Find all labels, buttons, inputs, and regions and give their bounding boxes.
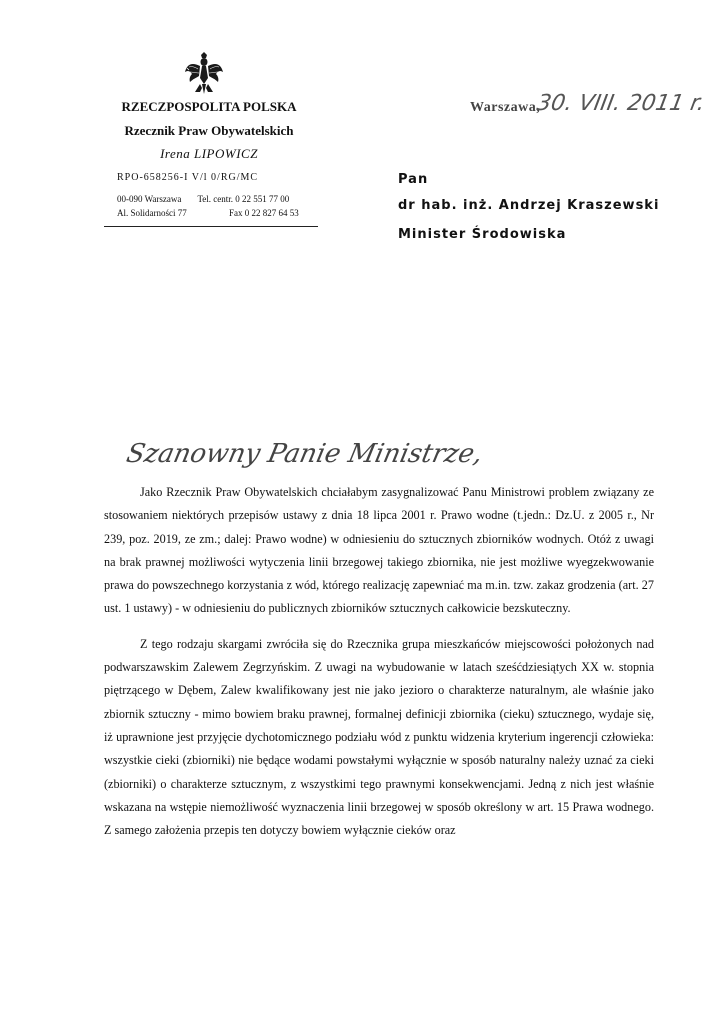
handwritten-date: [535, 82, 707, 122]
addressee-title: Pan: [398, 172, 429, 187]
handwritten-salutation-text: Szanowny Panie Ministrze,: [123, 439, 486, 469]
phone-number: Tel. centr. 0 22 551 77 00: [197, 194, 290, 204]
addressee-position: Minister Środowiska: [398, 227, 567, 242]
fax-number: Fax 0 22 827 64 53: [229, 208, 299, 218]
place-city: Warszawa,: [470, 100, 541, 115]
header-divider: [104, 226, 318, 227]
header-person: Irena LIPOWICZ: [160, 146, 258, 161]
address-street: Al. Solidarności 77: [117, 208, 187, 218]
body-paragraph-1: Jako Rzecznik Praw Obywatelskich chciałabym zasygnalizować Panu Ministrowi problem związany ze stosowaniem niektórych przepisów ustawy z dnia 18 lipca 2001 r. Prawo wodne (t.jedn.: Dz.U. z 2005 r., Nr 239, poz. 2019, ze zm.; dalej: Prawo wodne) w odniesieniu do sztucznych zbiorników wodnych. Otóż z uwagi na brak prawnej możliwości wytyczenia linii brzegowej takiego zbiornika, nie jest możliwe wyegzekwowanie prawa do powszechnego korzystania z wód, którego realizację zapewniać ma m.in. tzw. zakaz grodzenia (art. 27 ust. 1 ustawy) - w odniesieniu do publicznych zbiorników sztucznych całkowicie bezskuteczny.: [104, 485, 654, 616]
address-line-1: [117, 194, 289, 204]
header-office: Rzecznik Praw Obywatelskich: [124, 123, 294, 138]
polish-eagle-emblem-icon: [184, 52, 224, 98]
handwritten-salutation: [123, 430, 486, 480]
handwritten-date-text: 30. VIII. 2011 r.: [535, 90, 707, 116]
addressee-name: dr hab. inż. Andrzej Kraszewski: [398, 198, 660, 213]
address-street-city: 00-090 Warszawa: [117, 194, 182, 204]
reference-number: RPO-658256-I V/l 0/RG/MC: [117, 172, 259, 183]
letter-body: [104, 481, 654, 842]
header-country: RZECZPOSPOLITA POLSKA: [121, 99, 297, 114]
address-line-2: [117, 208, 299, 218]
body-paragraph-2: Z tego rodzaju skargami zwróciła się do Rzecznika grupa mieszkańców miejscowości położonych nad podwarszawskim Zalewem Zegrzyńskim. Z uwagi na wybudowanie w latach sześćdziesiątych XX w. stopnia piętrzącego w Dębem, Zalew kwalifikowany jest nie jako jezioro o charakterze naturalnym, ale właśnie jako zbiornik sztuczny - mimo bowiem braku prawnej, formalnej definicji zbiornika (cieku) sztucznego, wydaje się, iż uprawnione jest przyjęcie dychotomicznego podziału wód z punktu widzenia kryterium ingerencji człowieka: wszystkie cieki (zbiorniki) nie będące wodami powstałymi wyłącznie w sposób naturalny należy uznać za cieki (zbiorniki) o charakterze sztucznym, z wszystkimi tego prawnymi konsekwencjami. Jedną z nich jest właśnie wskazana na wstępie niemożliwość wyznaczenia linii brzegowej w sposób określony w art. 15 Prawa wodnego. Z samego założenia przepis ten dotyczy bowiem wyłącznie cieków oraz: [104, 636, 654, 838]
